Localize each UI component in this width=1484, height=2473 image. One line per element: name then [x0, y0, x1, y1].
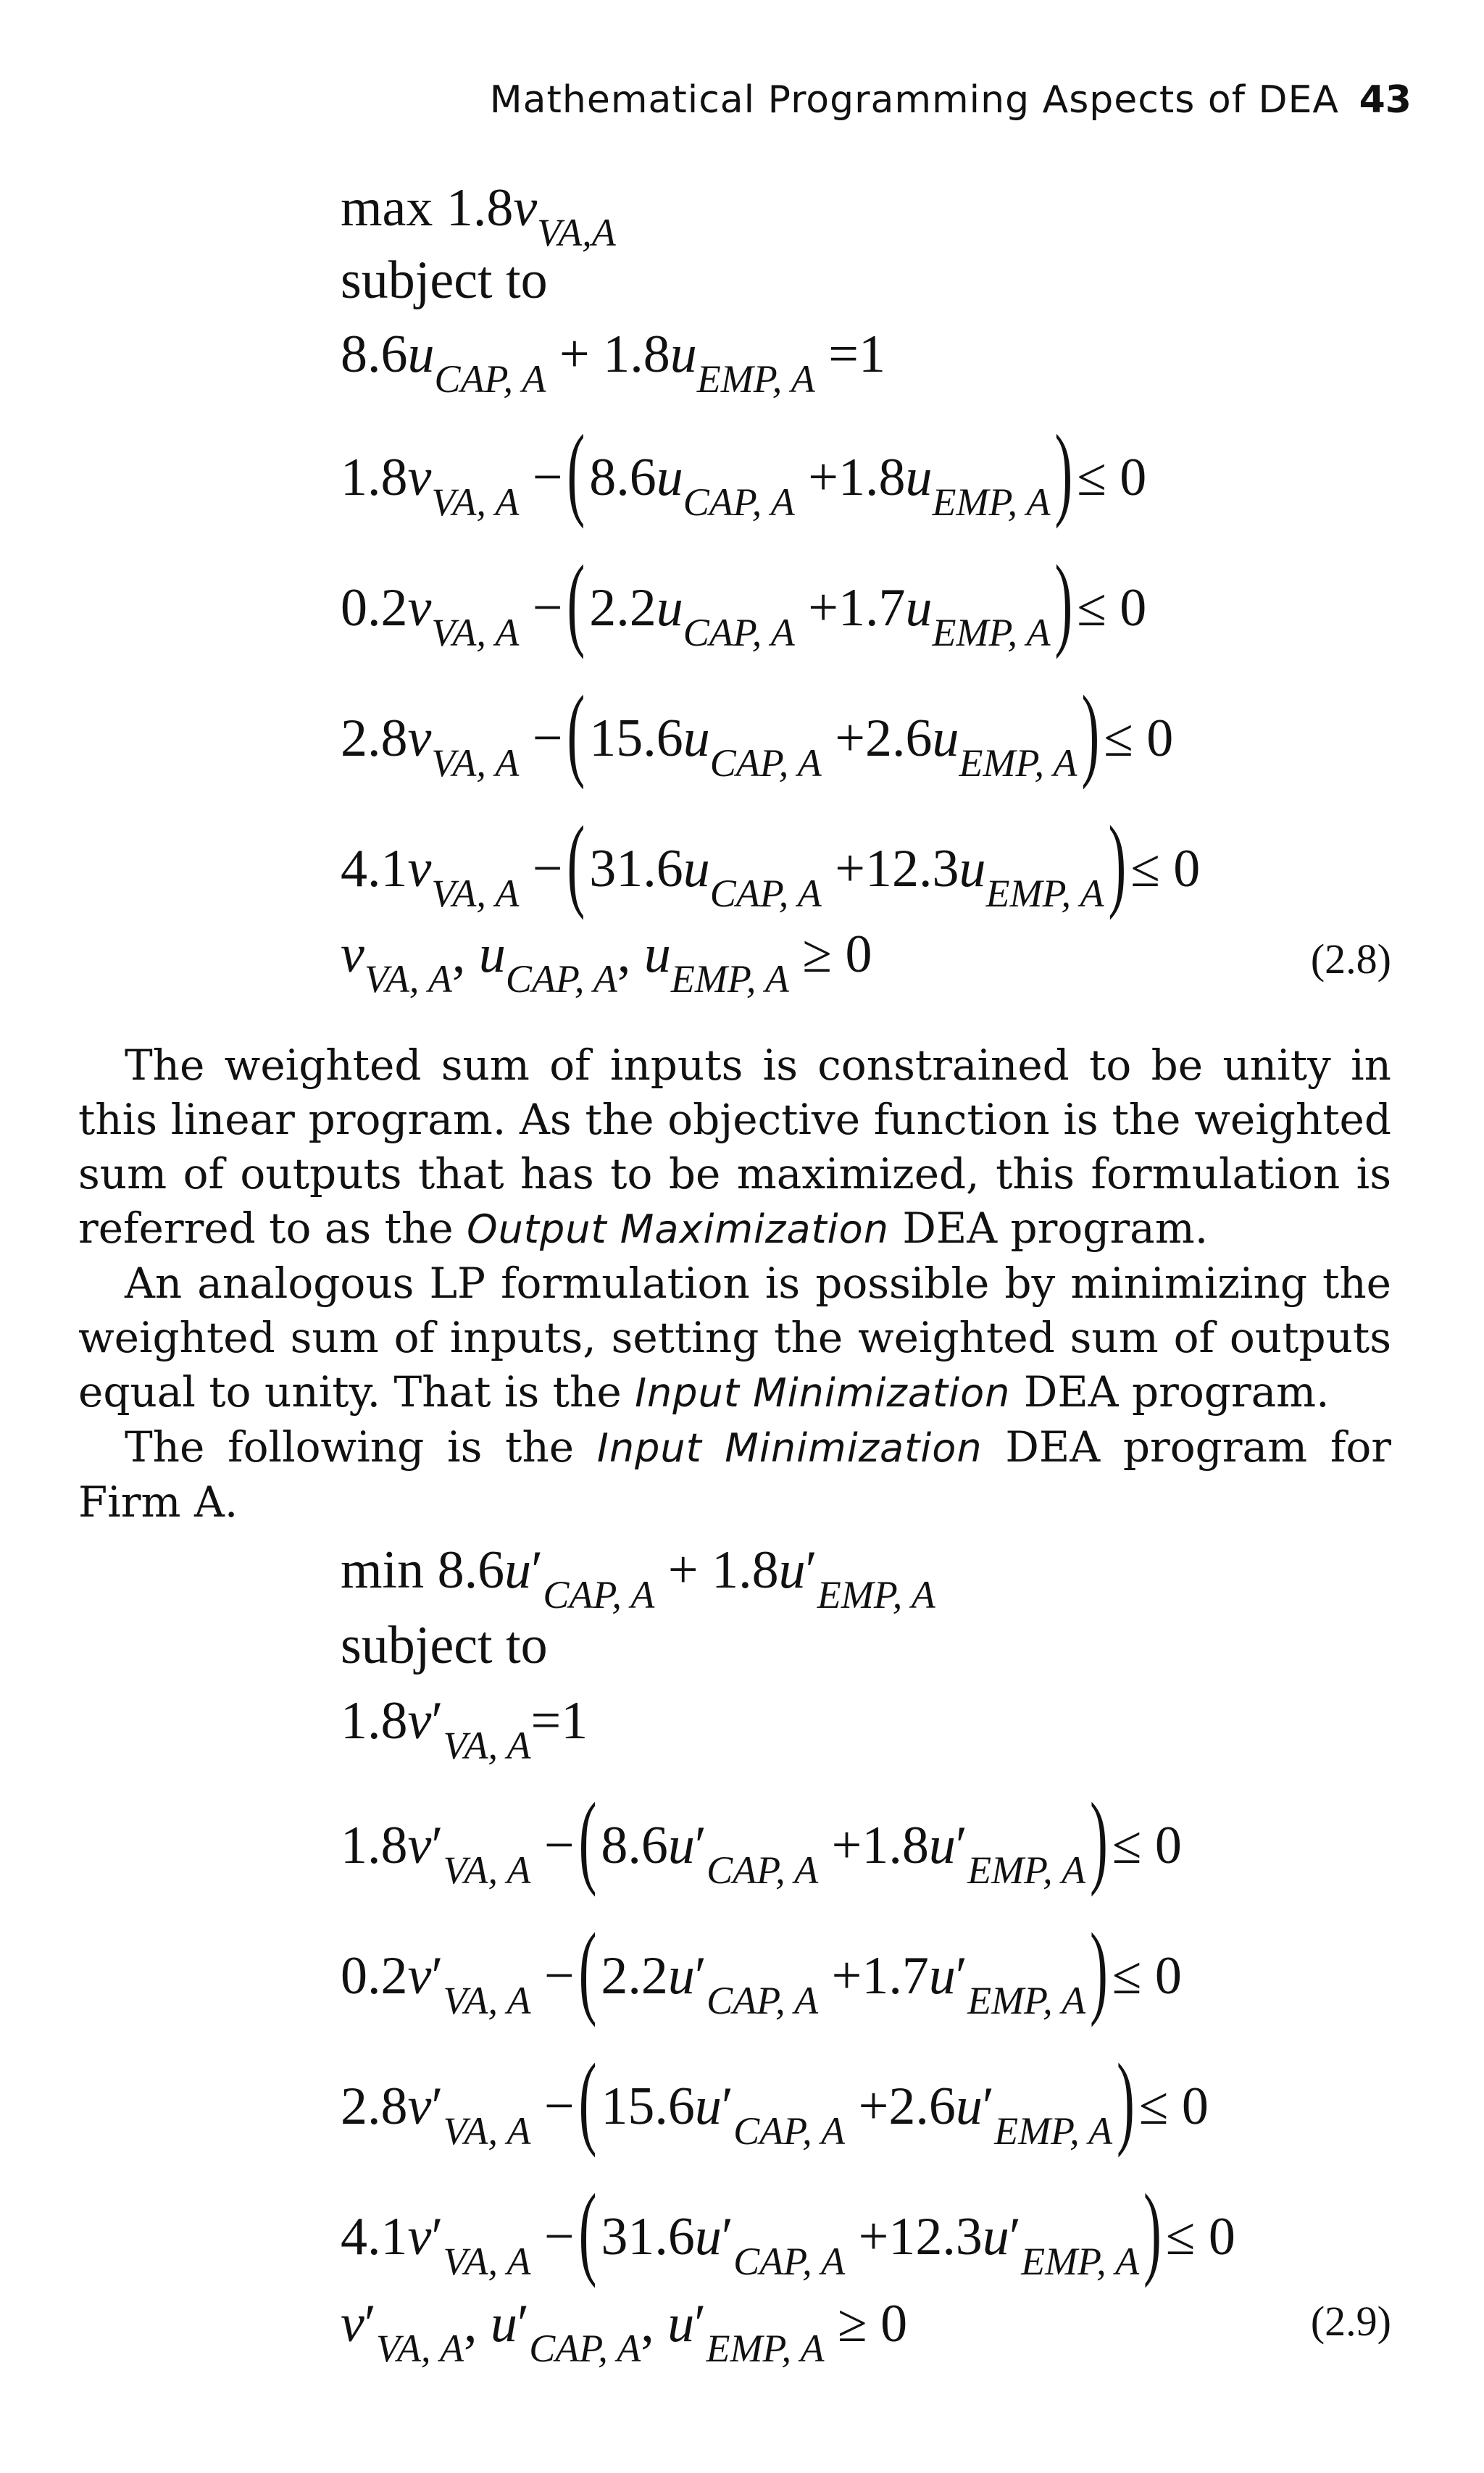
left-paren: ( — [578, 1913, 597, 2029]
comma: , — [617, 925, 631, 984]
var: v — [407, 1946, 432, 2006]
var: u — [778, 1540, 806, 1600]
var: u — [905, 448, 933, 507]
var: u — [694, 2077, 722, 2136]
coef: 4.1 — [341, 839, 408, 898]
prime: ′ — [364, 2294, 377, 2353]
plus: + — [831, 1946, 862, 2006]
coef: 1.8 — [603, 325, 670, 384]
nonnegativity — [341, 925, 872, 1001]
constraint-row — [341, 1782, 1182, 1898]
var: u — [955, 2077, 983, 2136]
page-number: 43 — [1359, 78, 1412, 122]
nonnegativity — [341, 2294, 908, 2370]
subscript: VA, A — [443, 1848, 531, 1892]
coef: 4.1 — [341, 2207, 408, 2266]
subscript: CAP, A — [733, 2240, 846, 2283]
var: u — [407, 325, 435, 384]
leq-zero: ≤ 0 — [1165, 2207, 1235, 2266]
paragraph-text: An analogous LP formulation is possible by minimizing the weighted sum of inputs, setting the weighted sum of outputs equal to unity. That is the — [78, 1259, 1391, 1417]
coef: 8.6 — [601, 1816, 668, 1875]
left-paren: ( — [567, 675, 585, 791]
plus: + — [835, 709, 866, 768]
left-paren: ( — [567, 414, 585, 530]
subscript: CAP, A — [505, 957, 617, 1001]
var: u — [656, 578, 683, 638]
coef: 2.8 — [341, 2077, 408, 2136]
right-paren: ) — [1054, 414, 1073, 530]
var: v — [341, 925, 364, 984]
subject-to: subject to — [341, 251, 548, 310]
plus: + — [858, 2077, 889, 2136]
prime: ′ — [694, 1946, 707, 2006]
coef: 1.8 — [838, 448, 906, 507]
subscript: VA, A — [376, 2327, 464, 2370]
var: u — [643, 925, 671, 984]
var: u — [959, 839, 986, 898]
constraint-row — [341, 545, 1147, 661]
prime: ′ — [721, 2207, 734, 2266]
right-paren: ) — [1117, 2043, 1135, 2159]
right-paren: ) — [1081, 675, 1100, 791]
page-header — [0, 78, 1484, 136]
paragraph-text: DEA program. — [1023, 1367, 1330, 1417]
subscript: EMP, A — [985, 872, 1104, 915]
subscript: EMP, A — [817, 1573, 935, 1617]
prime: ′ — [431, 2207, 443, 2266]
plus: + — [559, 325, 590, 384]
minus: − — [532, 578, 563, 638]
equation-number-2-8: (2.8) — [1310, 935, 1391, 983]
right-paren: ) — [1108, 806, 1127, 922]
minus: − — [544, 1946, 575, 2006]
subscript: VA, A — [364, 957, 452, 1001]
constraint-row — [341, 806, 1201, 922]
coef: 8.6 — [341, 325, 408, 384]
plus: + — [835, 839, 866, 898]
paragraph-text: The weighted sum of inputs is constrained to be unity in this linear program. As the objective function is the weighted sum of outputs that has to be maximized, this formulation is referred to as the — [78, 1041, 1391, 1253]
subscript: CAP, A — [709, 741, 822, 785]
right-paren: ) — [1090, 1913, 1108, 2029]
right-paren: ) — [1090, 1782, 1108, 1898]
leq-zero: ≤ 0 — [1138, 2077, 1209, 2136]
var: u — [670, 325, 697, 384]
coef: 2.6 — [865, 709, 933, 768]
right-paren: ) — [1054, 545, 1073, 661]
coef: 2.2 — [601, 1946, 668, 2006]
prime: ′ — [955, 1816, 968, 1875]
var: v — [407, 1691, 432, 1751]
leq-zero: ≤ 0 — [1104, 709, 1174, 768]
rhs: ≥ 0 — [802, 925, 872, 984]
coef: 15.6 — [589, 709, 683, 768]
coef: 15.6 — [601, 2077, 695, 2136]
prime: ′ — [694, 2294, 706, 2353]
running-head: Mathematical Programming Aspects of DEA — [489, 78, 1339, 122]
plus: + — [808, 448, 839, 507]
subscript: CAP, A — [706, 1979, 819, 2022]
coef: 1.8 — [341, 1691, 408, 1751]
leq-zero: ≤ 0 — [1130, 839, 1201, 898]
var: v — [407, 1816, 432, 1875]
var: u — [656, 448, 683, 507]
paragraph-text: The following is the — [125, 1422, 575, 1472]
prime: ′ — [1009, 2207, 1022, 2266]
left-paren: ( — [578, 2174, 597, 2290]
var: v — [341, 2294, 364, 2353]
var: v — [407, 709, 432, 768]
coef: 1.7 — [838, 578, 906, 638]
subscript: EMP, A — [932, 480, 1051, 524]
objective-line — [341, 178, 616, 254]
coef: 31.6 — [601, 2207, 695, 2266]
coef: 2.2 — [589, 578, 656, 638]
prime: ′ — [694, 1816, 707, 1875]
objective-op: min — [341, 1540, 425, 1600]
minus: − — [532, 448, 563, 507]
prime: ′ — [531, 1540, 543, 1600]
comma: , — [464, 2294, 478, 2353]
paragraph — [78, 1038, 1391, 1256]
subscript: CAP, A — [529, 2327, 641, 2370]
objective-coef: 1.8 — [446, 178, 514, 238]
prime: ′ — [982, 2077, 995, 2136]
var: u — [478, 925, 506, 984]
coef: 8.6 — [589, 448, 656, 507]
prime: ′ — [431, 1816, 443, 1875]
subscript: CAP, A — [709, 872, 822, 915]
var: v — [407, 2077, 432, 2136]
left-paren: ( — [567, 806, 585, 922]
coef: 12.3 — [888, 2207, 983, 2266]
rhs: ≥ 0 — [837, 2294, 908, 2353]
emphasis: Output Maximization — [467, 1206, 889, 1252]
paragraph-text: DEA program for Firm A. — [78, 1422, 1391, 1527]
rhs: =1 — [828, 325, 886, 384]
objective-line — [341, 1540, 935, 1617]
coef: 1.8 — [862, 1816, 929, 1875]
subscript: EMP, A — [696, 357, 815, 401]
var: u — [928, 1946, 956, 2006]
left-paren: ( — [578, 1782, 597, 1898]
minus: − — [532, 709, 563, 768]
body-text — [78, 1038, 1391, 1530]
minus: − — [544, 2207, 575, 2266]
var: v — [407, 2207, 432, 2266]
prime: ′ — [431, 1946, 443, 2006]
subscript: CAP, A — [434, 357, 546, 401]
coef: 0.2 — [341, 1946, 408, 2006]
var: u — [905, 578, 933, 638]
subscript: EMP, A — [967, 1848, 1086, 1892]
constraint-row — [341, 414, 1147, 530]
coef: 2.8 — [341, 709, 408, 768]
var: v — [407, 578, 432, 638]
objective-op: max — [341, 178, 433, 238]
subscript: VA, A — [431, 611, 520, 654]
subscript: EMP, A — [670, 957, 789, 1001]
subscript: CAP, A — [733, 2109, 846, 2153]
constraint-row — [341, 1913, 1182, 2029]
paragraph — [78, 1420, 1391, 1530]
coef: 1.8 — [341, 448, 408, 507]
subscript: EMP, A — [967, 1979, 1086, 2022]
prime: ′ — [431, 2077, 443, 2136]
var: u — [928, 1816, 956, 1875]
var: v — [407, 448, 432, 507]
subscript: EMP, A — [959, 741, 1077, 785]
input-constraint — [341, 325, 886, 401]
constraint-row — [341, 675, 1174, 791]
subscript: VA, A — [443, 2240, 531, 2283]
coef: 1.8 — [341, 1816, 408, 1875]
var: v — [407, 839, 432, 898]
var: u — [683, 709, 710, 768]
leq-zero: ≤ 0 — [1077, 578, 1147, 638]
subscript: EMP, A — [932, 611, 1051, 654]
leq-zero: ≤ 0 — [1112, 1946, 1182, 2006]
plus: + — [667, 1540, 699, 1600]
right-paren: ) — [1143, 2174, 1162, 2290]
prime: ′ — [431, 1691, 443, 1751]
subject-to: subject to — [341, 1616, 548, 1675]
leq-zero: ≤ 0 — [1077, 448, 1147, 507]
minus: − — [544, 2077, 575, 2136]
subscript: EMP, A — [1021, 2240, 1140, 2283]
prime: ′ — [805, 1540, 817, 1600]
subscript: VA, A — [443, 1724, 531, 1767]
coef: 1.7 — [862, 1946, 929, 2006]
plus: + — [858, 2207, 889, 2266]
constraint-row — [341, 2174, 1235, 2290]
plus: + — [831, 1816, 862, 1875]
paragraph — [78, 1256, 1391, 1420]
coef: 2.6 — [888, 2077, 956, 2136]
comma: , — [641, 2294, 654, 2353]
var: v — [513, 178, 538, 238]
leq-zero: ≤ 0 — [1112, 1816, 1182, 1875]
var: u — [667, 2294, 695, 2353]
subscript: VA, A — [443, 2109, 531, 2153]
subscript: EMP, A — [994, 2109, 1113, 2153]
var: u — [667, 1816, 695, 1875]
comma: , — [451, 925, 466, 984]
var: u — [504, 1540, 532, 1600]
coef: 8.6 — [437, 1540, 505, 1600]
left-paren: ( — [567, 545, 585, 661]
emphasis: Input Minimization — [635, 1370, 1011, 1416]
prime: ′ — [517, 2294, 530, 2353]
constraint-row — [341, 2043, 1209, 2159]
prime: ′ — [955, 1946, 968, 2006]
coef: 0.2 — [341, 578, 408, 638]
subscript: CAP, A — [706, 1848, 819, 1892]
subscript: VA,A — [537, 211, 616, 254]
coef: 31.6 — [589, 839, 683, 898]
equation-number-2-9: (2.9) — [1310, 2298, 1391, 2345]
coef: 1.8 — [712, 1540, 779, 1600]
rhs: =1 — [530, 1691, 588, 1751]
coef: 12.3 — [865, 839, 959, 898]
subscript: VA, A — [443, 1979, 531, 2022]
subscript: VA, A — [431, 741, 520, 785]
output-constraint — [341, 1691, 588, 1767]
left-paren: ( — [578, 2043, 597, 2159]
var: u — [491, 2294, 518, 2353]
var: u — [667, 1946, 695, 2006]
plus: + — [808, 578, 839, 638]
subscript: CAP, A — [683, 480, 795, 524]
subscript: VA, A — [431, 872, 520, 915]
var: u — [932, 709, 959, 768]
var: u — [982, 2207, 1009, 2266]
minus: − — [544, 1816, 575, 1875]
subscript: VA, A — [431, 480, 520, 524]
emphasis: Input Minimization — [596, 1425, 983, 1471]
var: u — [694, 2207, 722, 2266]
prime: ′ — [721, 2077, 734, 2136]
subscript: CAP, A — [683, 611, 795, 654]
var: u — [683, 839, 710, 898]
minus: − — [532, 839, 563, 898]
paragraph-text: DEA program. — [902, 1204, 1209, 1253]
subscript: EMP, A — [706, 2327, 825, 2370]
subscript: CAP, A — [543, 1573, 655, 1617]
